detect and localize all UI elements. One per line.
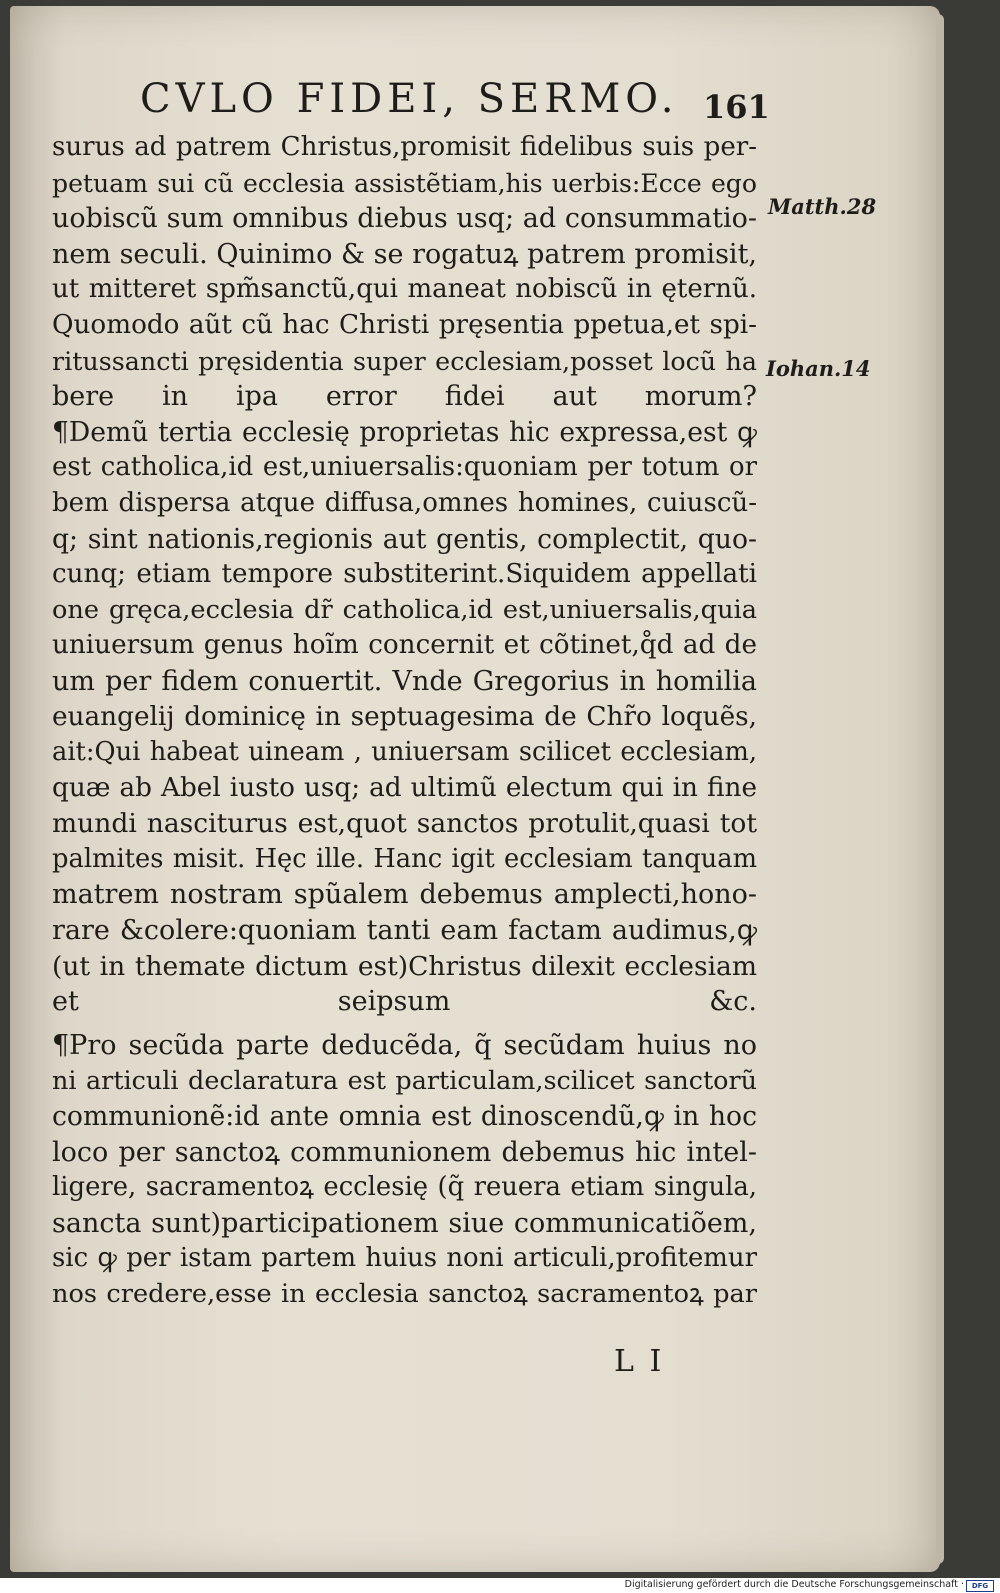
text-line: nem seculi. Quinimo & se rogatuꝝ patrem promisit,: [52, 238, 757, 270]
text-line: uobiscũ sum omnibus diebus usq; ad consummatio-: [52, 203, 757, 235]
text-line: one gręca,ecclesia dr̃ catholica,id est,uniuersalis,quia: [52, 594, 757, 625]
text-line: (ut in themate dictum est)Christus dilexit ecclesiam: [52, 950, 757, 982]
text-line: communionẽ:id ante omnia est dinoscendũ,ꝙ in hoc: [52, 1101, 757, 1133]
folio-number: 161: [703, 88, 770, 126]
text-line: matrem nostram spũalem debemus amplecti,hono-: [52, 879, 757, 911]
text-line: nos credere,esse in ecclesia sanctoꝝ sacramentoꝝ par: [52, 1279, 757, 1309]
text-line: sancta sunt)participationem siue communicatiõem,: [52, 1207, 757, 1239]
dfg-logo-icon: DFG: [966, 1580, 994, 1592]
text-line: uniuersum genus hoĩm concernit et cõtinet,q̊d ad de: [52, 630, 757, 661]
text-line: surus ad patrem Christus,promisit fidelibus suis per-: [52, 132, 757, 162]
text-line: et seipsum &c.: [52, 986, 757, 1018]
text-line: mundi nasciturus est,quot sanctos protulit,quasi tot: [52, 808, 757, 840]
page-edge: [936, 14, 944, 1564]
text-line: ait:Qui habeat uineam , uniuersam scilicet ecclesiam,: [52, 737, 757, 768]
text-line: ni articuli declaratura est particulam,scilicet sanctorũ: [52, 1065, 757, 1096]
footer-credit: Digitalisierung gefördert durch die Deutsche Forschungsgemeinschaft ·: [624, 1579, 964, 1590]
running-header: [140, 76, 760, 126]
text-line: cunq; etiam tempore substiterint.Siquidem appellati: [52, 559, 757, 590]
text-line: palmites misit. Hęc ille. Hanc igit ecclesiam tanquam: [52, 843, 757, 874]
text-line: ¶Pro secũda parte deducẽda, q̃ secũdam huius no: [52, 1029, 757, 1061]
signature-mark: L I: [614, 1344, 665, 1379]
text-line: um per fidem conuertit. Vnde Gregorius in homilia: [52, 665, 757, 697]
text-line: ut mitteret spm̃sanctũ,qui maneat nobiscũ in ęternũ.: [52, 274, 757, 305]
running-head: CVLO FIDEI, SERMO.: [140, 76, 679, 122]
paragraph-gap: [52, 1020, 757, 1028]
text-line: rare &colere:quoniam tanti eam factam audimus,ꝙ: [52, 915, 757, 947]
text-line: euangelij dominicę in septuagesima de Chr̃o loquẽs,: [52, 701, 757, 732]
marginal-note-john: Iohan.14: [766, 356, 871, 381]
digitization-footer: [0, 1578, 1000, 1593]
text-line: q; sint nationis,regionis aut gentis, complectit, quo-: [52, 523, 757, 555]
text-line: Quomodo aũt cũ hac Christi pręsentia ppetua,et spi-: [52, 309, 757, 340]
text-line: petuam sui cũ ecclesia assistẽtiam,his uerbis:Ecce ego: [52, 168, 757, 198]
text-line: sic ꝙ per istam partem huius noni articuli,profitemur: [52, 1243, 757, 1274]
text-line: bere in ipa error fidei aut morum?: [52, 381, 757, 413]
text-line: ritussancti pręsidentia super ecclesiam,posset locũ ha: [52, 345, 757, 376]
body-text: [52, 130, 757, 1313]
text-line: ¶Demũ tertia ecclesię proprietas hic expressa,est ꝙ: [52, 416, 757, 448]
marginal-note-matthew: Matth.28: [768, 194, 877, 219]
text-line: bem dispersa atque diffusa,omnes homines, cuiuscũ-: [52, 487, 757, 518]
text-line: ligere, sacramentoꝝ ecclesię (q̃ reuera etiam singula,: [52, 1172, 757, 1203]
text-line: quæ ab Abel iusto usq; ad ultimũ electum qui in fine: [52, 772, 757, 803]
text-line: est catholica,id est,uniuersalis:quoniam per totum or: [52, 452, 757, 483]
text-line: loco per sanctoꝝ communionem debemus hic intel-: [52, 1136, 757, 1168]
